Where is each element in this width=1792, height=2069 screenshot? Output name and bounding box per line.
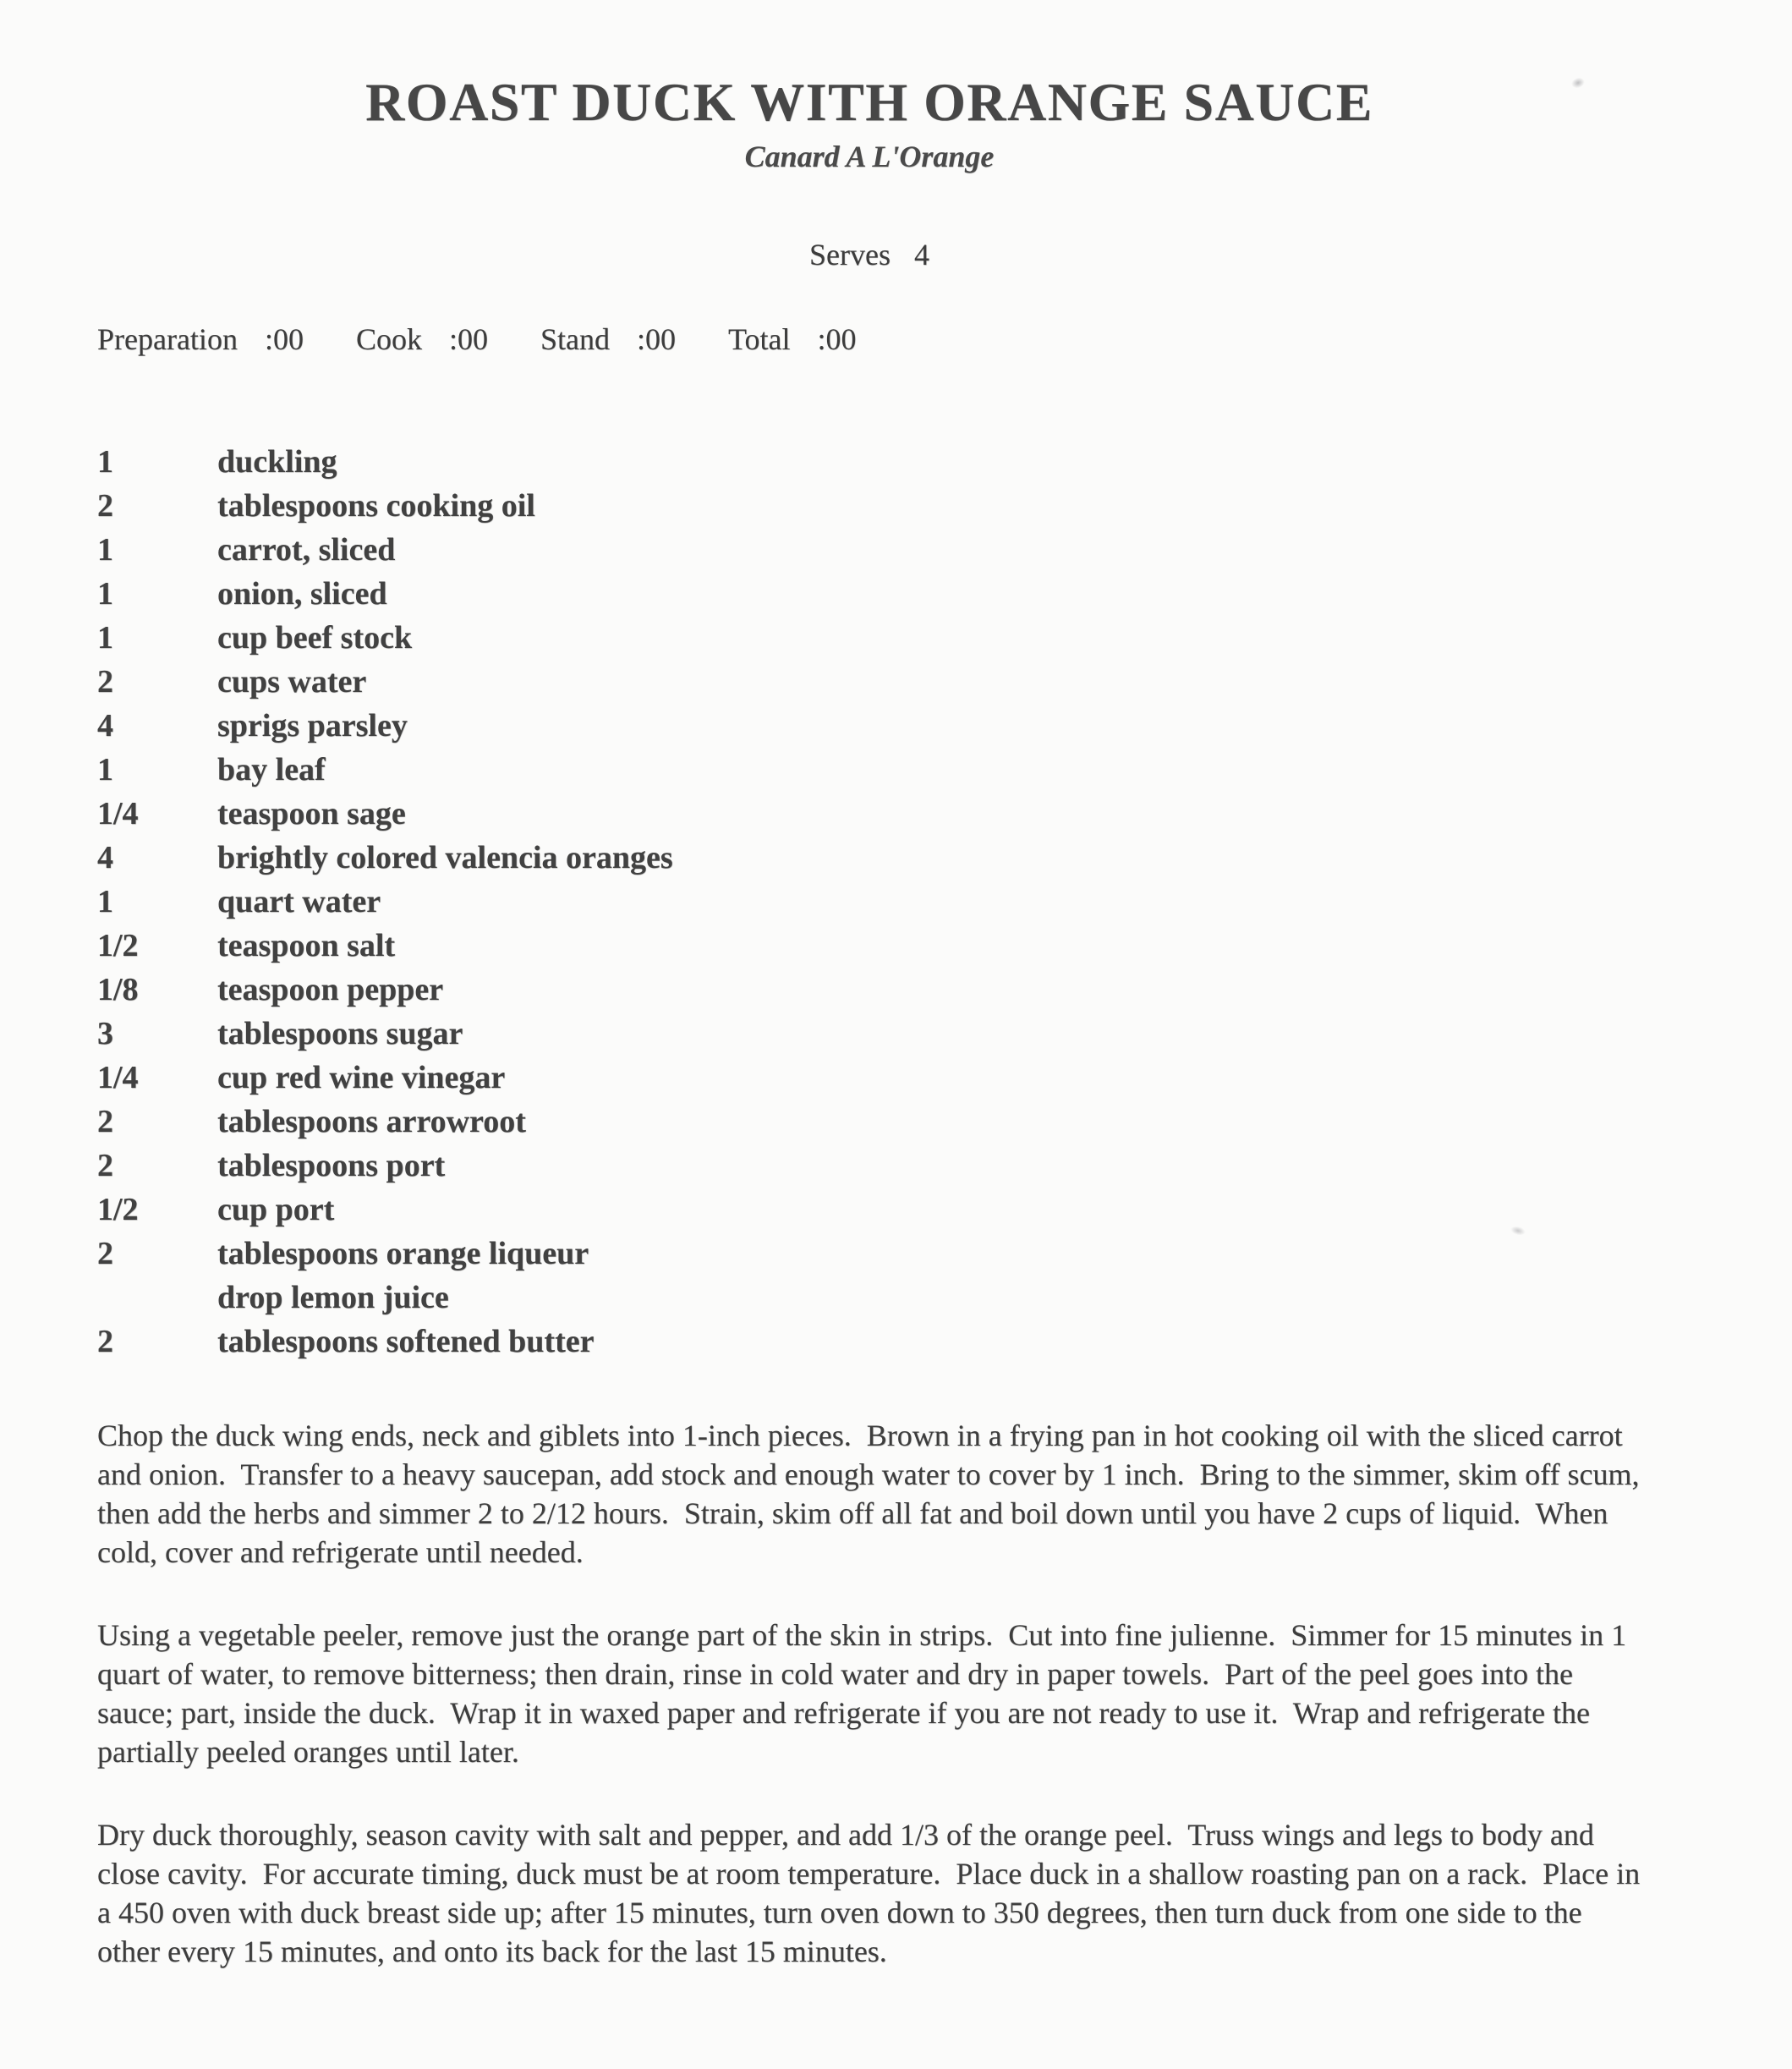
timing-label: Cook xyxy=(355,322,422,356)
ingredient-row xyxy=(97,1320,1641,1364)
ingredient-qty: 1 xyxy=(97,444,113,480)
ingredient-name: cup port xyxy=(217,1192,335,1227)
ingredient-row xyxy=(97,924,1641,968)
serves-label: Serves xyxy=(809,238,891,272)
ingredient-qty: 4 xyxy=(97,708,113,744)
ingredient-qty: 2 xyxy=(97,1236,113,1271)
timing-cook xyxy=(356,321,488,357)
ingredient-name: carrot, sliced xyxy=(217,532,396,568)
ingredient-row xyxy=(97,880,1641,924)
ingredient-row xyxy=(97,484,1641,528)
ingredient-name: tablespoons cooking oil xyxy=(217,488,535,524)
timing-value: :00 xyxy=(817,322,857,356)
timing-label: Preparation xyxy=(97,322,238,356)
ingredient-row xyxy=(97,704,1641,748)
ingredient-qty: 1/4 xyxy=(97,1060,139,1095)
ingredient-qty: 2 xyxy=(97,1324,113,1359)
serves-line xyxy=(97,237,1641,272)
timing-value: :00 xyxy=(448,322,488,356)
page-title: ROAST DUCK WITH ORANGE SAUCE xyxy=(365,72,1373,132)
ingredient-name: brightly colored valencia oranges xyxy=(217,840,673,875)
ingredient-qty: 1/8 xyxy=(97,972,139,1007)
ingredient-name: tablespoons arrowroot xyxy=(217,1104,526,1139)
ingredient-row xyxy=(97,1188,1641,1232)
ingredient-row xyxy=(97,792,1641,836)
ingredient-list xyxy=(97,440,1641,1364)
timing-value: :00 xyxy=(637,322,677,356)
ingredient-row xyxy=(97,968,1641,1012)
timing-value: :00 xyxy=(264,322,304,356)
ingredient-qty: 1 xyxy=(97,532,113,568)
ingredient-row xyxy=(97,1100,1641,1144)
ingredient-name: teaspoon salt xyxy=(217,928,396,963)
timing-label: Stand xyxy=(540,322,610,356)
timing-line xyxy=(97,321,1641,357)
ingredient-row xyxy=(97,616,1641,660)
ingredient-qty: 2 xyxy=(97,1148,113,1183)
ingredient-name: teaspoon pepper xyxy=(217,972,444,1007)
ingredient-row xyxy=(97,440,1641,484)
ingredient-qty: 1/2 xyxy=(97,928,139,963)
ingredient-row xyxy=(97,1012,1641,1056)
ingredient-qty xyxy=(97,1276,217,1320)
ingredient-row xyxy=(97,528,1641,572)
ingredient-row xyxy=(97,748,1641,792)
ingredient-name: cup red wine vinegar xyxy=(217,1060,506,1095)
ingredient-name: onion, sliced xyxy=(217,576,387,612)
ingredient-name: tablespoons sugar xyxy=(217,1016,463,1051)
serves-value: 4 xyxy=(913,238,929,272)
timing-label: Total xyxy=(728,322,791,356)
timing-total xyxy=(728,321,856,357)
ingredient-row xyxy=(97,836,1641,880)
instruction-paragraph-2: Using a vegetable peeler, remove just the orange part of the skin in strips. Cut into fine julienne. Simmer for 15 minutes in 1 quart of water, to remove bitterness; then drain, rinse in cold water and dry in paper towels. Part of the peel goes into the sauce; part, inside the duck. Wrap it in waxed paper and refrigerate if you are not ready to use it. Wrap and refrigerate the partially peeled oranges until later. xyxy=(97,1618,1635,1769)
ingredient-qty: 1 xyxy=(97,884,113,919)
ingredient-name: teaspoon sage xyxy=(217,796,406,831)
ingredient-qty: 4 xyxy=(97,840,113,875)
ingredient-name: drop lemon juice xyxy=(217,1280,449,1315)
ingredient-row xyxy=(97,1144,1641,1188)
ingredient-qty: 2 xyxy=(97,1104,113,1139)
ingredient-name: duckling xyxy=(217,444,337,480)
ingredient-qty: 2 xyxy=(97,488,113,524)
ingredient-row xyxy=(97,1056,1641,1100)
ingredient-qty: 1/4 xyxy=(97,796,139,831)
ingredient-name: quart water xyxy=(217,884,381,919)
ingredient-qty: 2 xyxy=(97,664,113,700)
ingredient-qty: 3 xyxy=(97,1016,113,1051)
ingredient-row xyxy=(97,1232,1641,1276)
ingredient-row xyxy=(97,660,1641,704)
ingredient-name: bay leaf xyxy=(217,752,326,788)
ingredient-row xyxy=(97,572,1641,616)
ingredient-qty: 1 xyxy=(97,576,113,612)
timing-stand xyxy=(540,321,676,357)
ingredient-qty: 1 xyxy=(97,752,113,788)
instruction-paragraph-3: Dry duck thoroughly, season cavity with salt and pepper, and add 1/3 of the orange peel. Truss wings and legs to body and close cavity. For accurate timing, duck must be at room temperature. Place duck in a shallow roasting pan on a rack. Place in a 450 oven with duck breast side up; after 15 minutes, turn oven down to 350 degrees, then turn duck from one side to the other every 15 minutes, and onto its back for the last 15 minutes. xyxy=(97,1818,1648,1968)
timing-preparation xyxy=(97,321,304,357)
ingredient-name: cup beef stock xyxy=(217,620,413,656)
ingredient-name: cups water xyxy=(217,664,367,700)
page-subtitle: Canard A L'Orange xyxy=(744,140,995,173)
ingredient-qty: 1 xyxy=(97,620,113,656)
ingredient-row xyxy=(97,1276,1641,1320)
ingredient-name: tablespoons port xyxy=(217,1148,446,1183)
ingredient-name: tablespoons orange liqueur xyxy=(217,1236,589,1271)
instruction-paragraph-1: Chop the duck wing ends, neck and giblets into 1-inch pieces. Brown in a frying pan in hot cooking oil with the sliced carrot and onion. Transfer to a heavy saucepan, add stock and enough water to cover by 1 inch. Bring to the simmer, skim off scum, then add the herbs and simmer 2 to 2/12 hours. Strain, skim off all fat and boil down until you have 2 cups of liquid. When cold, cover and refrigerate until needed. xyxy=(97,1419,1647,1569)
ingredient-name: sprigs parsley xyxy=(217,708,408,744)
ingredient-qty: 1/2 xyxy=(97,1192,139,1227)
ingredient-name: tablespoons softened butter xyxy=(217,1324,595,1359)
